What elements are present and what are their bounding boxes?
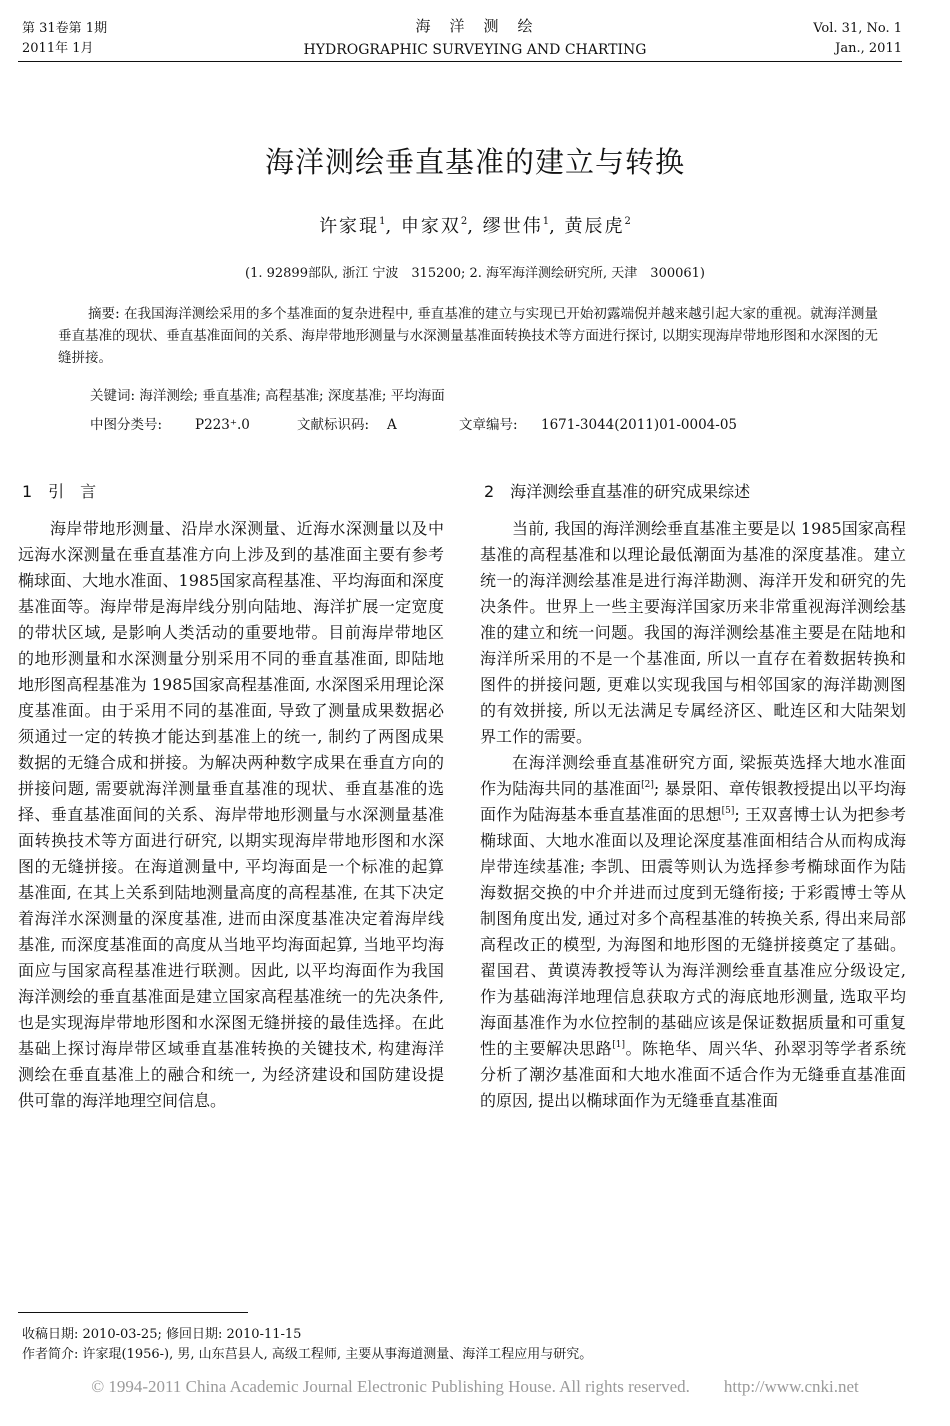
copyright-notice: © 1994-2011 China Academic Journal Electronic Publishing House. All rights reserved. http://www.cnki.net	[91, 1377, 859, 1396]
author-name: 申家双	[400, 216, 461, 237]
article-number-label: 文章编号:	[459, 417, 518, 433]
paragraph-text: 。陈艳华、周兴华、孙翠羽等学者系统分析了潮汐基准面和大地水准面不适合作为无缝垂直基准面的原因, 提出以椭球面作为无缝垂直基准面	[480, 1039, 906, 1110]
citation: [5]	[721, 806, 735, 816]
paragraph-text: ; 暴景阳、章传银教授提出以平均海面作为陆海基本垂直基准面的思想	[480, 779, 906, 824]
header-rule	[18, 61, 902, 62]
abstract	[58, 303, 878, 369]
doc-code-value: A	[387, 417, 397, 433]
author-name: 黄辰虎	[564, 216, 625, 237]
article-title: 海洋测绘垂直基准的建立与转换	[264, 145, 685, 179]
section-1-body	[18, 516, 444, 1114]
paragraph: 当前, 我国的海洋测绘垂直基准主要是以 1985国家高程基准的高程基准和以理论最低潮面为基准的深度基准。建立统一的海洋测绘基准是进行海洋勘测、海洋开发和研究的先决条件。世界上一些主要海洋国家历来非常重视海洋测绘基准的建立和统一问题。我国的海洋测绘基准主要是在陆地和海洋所采用的不是一个基准面, 所以一直存在着数据转换和图件的拼接问题, 更难以实现我国与相邻国家的海洋勘测图的有效拼接, 所以无法满足专属经济区、毗连区和大陆架划界工作的需要。	[480, 519, 906, 746]
paragraph-text: ; 王双喜博士认为把参考椭球面、大地水准面以及理论深度基准面相结合从而构成海岸带连续基准; 李凯、田震等则认为选择参考椭球面作为陆海数据交换的中介并进而过度到无缝衔接; 于彩霞博士等从制图角度出发, 通过对多个高程基准的转换关系, 得出来局部高程改正的模型, 为海图和地形图的无缝拼接奠定了基础。翟国君、黄谟涛教授等认为海洋测绘垂直基准应分级设定, 作为基础海洋地理信息获取方式的海底地形测量, 选取平均海面基准作为水位控制的基础应该是保证数据质量和可重复性的主要解决思路	[480, 805, 906, 1058]
classification-line	[90, 414, 890, 436]
author-affiliation-mark: 2	[460, 216, 468, 227]
citation: [2]	[641, 780, 654, 790]
author-affiliation-mark: 1	[379, 216, 386, 227]
header-date: 2011年 1月	[22, 41, 94, 56]
footnote-author-bio: 作者简介: 许家琨(1956-), 男, 山东莒县人, 高级工程师, 主要从事海道测量、海洋工程应用与研究。	[22, 1347, 593, 1362]
abstract-text: 在我国海洋测绘采用的多个基准面的复杂进程中, 垂直基准的建立与实现已开始初露端倪并越来越引起大家的重视。就海洋测量垂直基准的现状、垂直基准面间的关系、海岸带地形测量与水深测量基准面转换技术等方面进行探讨, 以期实现海岸带地形图和水深图的无缝拼接。	[58, 306, 878, 366]
citation: [1]	[612, 1040, 625, 1050]
author-name: 缪世伟	[482, 216, 543, 237]
footnote-rule	[18, 1312, 248, 1313]
section-1-heading: 1 引 言	[22, 482, 97, 501]
article-number-value: 1671-3044(2011)01-0004-05	[541, 417, 738, 433]
paragraph: 海岸带地形测量、沿岸水深测量、近海水深测量以及中远海水深测量在垂直基准方向上涉及到的基准面主要有参考椭球面、大地水准面、1985国家高程基准、平均海面和深度基准面等。海岸带是海岸线分别向陆地、海洋扩展一定宽度的带状区域, 是影响人类活动的重要地带。目前海岸带地区的地形测量和水深测量分别采用不同的垂直基准面, 即陆地地形图高程基准为 1985国家高程基准面, 水深图采用理论深度基准面。由于采用不同的基准面, 导致了测量成果数据必须通过一定的转换才能达到基准上的统一, 制约了两图成果数据的无缝合成和拼接。为解决两种数字成果在垂直方向的拼接问题, 需要就海洋测量垂直基准的现状、垂直基准的选择、垂直基准面间的关系、海岸带地形测量与水深测量基准面转换技术等方面进行研究, 以期实现海岸带地形图和水深图的无缝拼接。在海道测量中, 平均海面是一个标准的起算基准面, 在其上关系到陆地测量高度的高程基准, 在其下决定着海洋水深测量的深度基准, 进而由深度基准决定着海岸线基准, 而深度基准面的高度从当地平均海面起算, 当地平均海面应与国家高程基准进行联测。因此, 以平均海面作为我国海洋测绘的垂直基准面是建立国家高程基准统一的先决条件, 也是实现海岸带地形图和水深图无缝拼接的最佳选择。在此基础上探讨海岸带区域垂直基准转换的关键技术, 构建海洋测绘在垂直基准上的融合和统一, 为经济建设和国防建设提供可靠的海洋地理空间信息。	[18, 519, 444, 1110]
header-issue: 第 31卷第 1期	[22, 21, 108, 36]
footnote-dates: 收稿日期: 2010-03-25; 修回日期: 2010-11-15	[22, 1327, 302, 1342]
doc-code-label: 文献标识码:	[297, 417, 370, 433]
paragraph	[480, 750, 906, 1114]
keywords	[90, 385, 890, 407]
abstract-label: 摘要:	[88, 306, 120, 322]
header-journal-en: HYDROGRAPHIC SURVEYING AND CHARTING	[303, 42, 647, 58]
author-list: 许家琨$^1$, 申家双$^2$, 缪世伟$^1$, 黄辰虎$^2$	[319, 216, 631, 237]
keywords-text: 海洋测绘; 垂直基准; 高程基准; 深度基准; 平均海面	[139, 388, 445, 404]
header-volume: Vol. 31, No. 1	[813, 21, 902, 36]
paragraph-text: 在海洋测绘垂直基准研究方面, 梁振英选择大地水准面作为陆海共同的基准面	[480, 753, 906, 798]
author-name: 许家琨	[319, 216, 380, 237]
section-2-body	[480, 516, 906, 1114]
affiliations: (1. 92899部队, 浙江 宁波 315200; 2. 海军海洋测绘研究所, 天津 300061)	[245, 266, 705, 281]
header-journal-cn: 海 洋 测 绘	[415, 17, 535, 35]
header-month: Jan., 2011	[835, 41, 902, 56]
author-affiliation-mark: 1	[542, 216, 550, 227]
section-2-heading: 2 海洋测绘垂直基准的研究成果综述	[484, 482, 751, 501]
author-affiliation-mark: 2	[624, 216, 631, 227]
keywords-label: 关键词:	[90, 388, 136, 404]
clc-label: 中图分类号:	[90, 417, 163, 433]
clc-value: P223⁺.0	[195, 417, 250, 433]
